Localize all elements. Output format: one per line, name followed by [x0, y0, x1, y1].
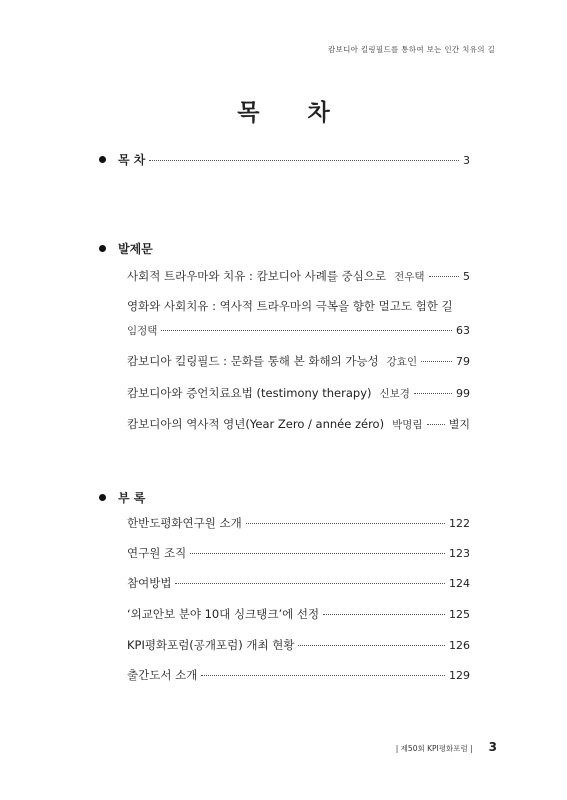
dot-leader — [414, 393, 452, 394]
dot-leader — [201, 675, 445, 676]
toc-entry[interactable] — [127, 353, 470, 369]
toc-entry[interactable] — [127, 575, 470, 591]
entry-title: 목 차 — [118, 153, 146, 167]
entry-page: 124 — [449, 577, 470, 590]
entry-page: 126 — [449, 639, 470, 652]
running-head: 캄보디아 킬링필드를 통하여 보는 인간 치유의 길 — [327, 45, 495, 54]
entry-title: 캄보디아 킬링필드 : 문화를 통해 본 화해의 가능성 — [127, 354, 379, 368]
toc-entry-title-line[interactable]: 영화와 사회치유 : 역사적 트라우마의 극복을 향한 멀고도 험한 길 — [127, 299, 453, 313]
entry-title: 참여방법 — [127, 576, 172, 590]
bullet-icon — [99, 245, 106, 252]
entry-page: 63 — [456, 324, 470, 337]
entry-page: 별지 — [448, 418, 470, 431]
section-label: 부 록 — [118, 491, 146, 505]
page-title: 목 차 — [237, 100, 350, 126]
entry-title: 사회적 트라우마와 치유 : 캄보디아 사례를 중심으로 — [127, 269, 387, 283]
page-number: 3 — [488, 740, 497, 754]
entry-title: 연구원 조직 — [127, 546, 187, 560]
dot-leader — [298, 645, 445, 646]
entry-page: 99 — [456, 387, 470, 400]
page-footer — [396, 740, 497, 754]
toc-entry[interactable] — [127, 545, 470, 561]
publication-label: | 제50회 KPI평화포럼 | — [395, 744, 473, 753]
entry-page: 5 — [463, 270, 470, 283]
entry-author: 임정택 — [127, 325, 158, 337]
dot-leader — [246, 523, 445, 524]
dot-leader — [190, 553, 445, 554]
toc-entry[interactable] — [127, 637, 470, 653]
entry-page: 3 — [463, 154, 470, 167]
section-heading-presentations — [99, 240, 153, 257]
entry-page: 79 — [456, 355, 470, 368]
toc-entry[interactable] — [127, 515, 470, 531]
section-heading-appendix — [99, 489, 145, 506]
entry-page: 123 — [449, 547, 470, 560]
entry-author: 박명림 — [392, 419, 423, 431]
toc-entry[interactable] — [127, 667, 470, 683]
bullet-icon — [99, 156, 106, 163]
toc-entry[interactable] — [127, 416, 470, 432]
toc-entry[interactable] — [127, 385, 470, 401]
entry-author: 강효인 — [386, 356, 418, 368]
entry-title: 캄보디아와 증언치료요법 (testimony therapy) — [127, 386, 372, 400]
toc-entry[interactable] — [127, 606, 470, 622]
entry-title: 출간도서 소개 — [127, 668, 198, 682]
entry-author: 신보경 — [379, 388, 410, 400]
toc-entry[interactable] — [127, 268, 470, 284]
section-label: 발제문 — [118, 242, 153, 256]
entry-title: ‘외교안보 분야 10대 싱크탱크’에 선정 — [127, 607, 320, 621]
dot-leader — [323, 614, 445, 615]
entry-title: KPI평화포럼(공개포럼) 개최 현황 — [127, 638, 295, 652]
dot-leader — [429, 276, 459, 277]
entry-page: 125 — [449, 608, 470, 621]
toc-entry[interactable] — [127, 323, 470, 338]
dot-leader — [161, 330, 452, 331]
entry-page: 129 — [449, 669, 470, 682]
entry-title: 캄보디아의 역사적 영년(Year Zero / année zéro) — [127, 417, 385, 431]
entry-title: 한반도평화연구원 소개 — [127, 516, 242, 530]
entry-page: 122 — [449, 517, 470, 530]
dot-leader — [421, 361, 452, 362]
dot-leader — [427, 424, 445, 425]
toc-entry-contents[interactable] — [99, 151, 470, 168]
dot-leader — [149, 160, 459, 161]
entry-author: 전우택 — [394, 271, 425, 283]
bullet-icon — [99, 494, 106, 501]
dot-leader — [175, 583, 445, 584]
